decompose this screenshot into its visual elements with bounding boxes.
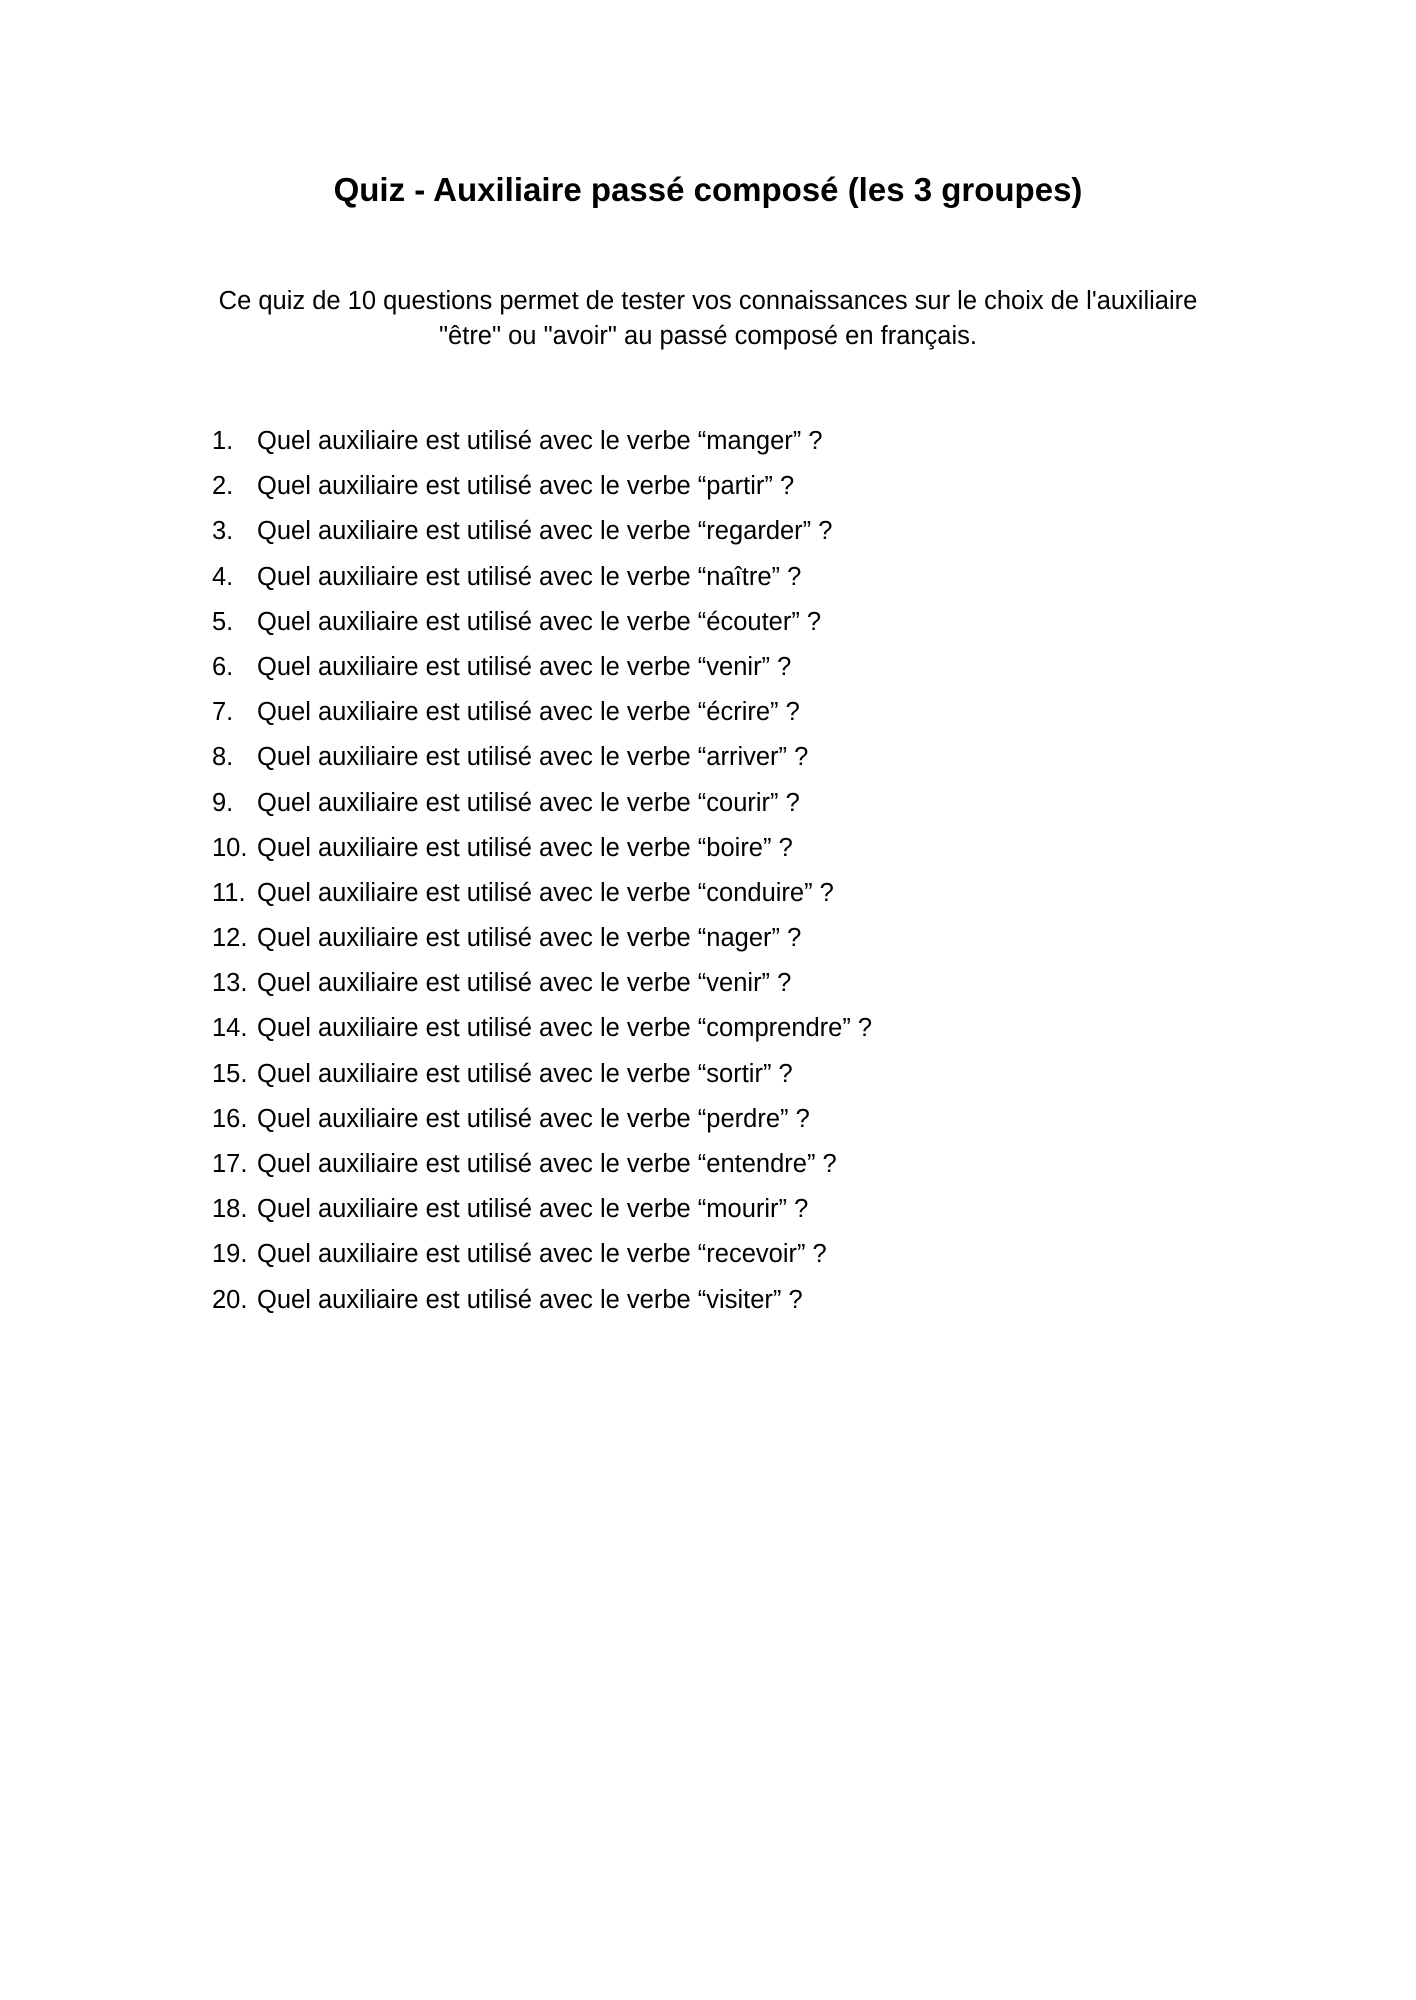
question-number: 20.	[212, 1285, 248, 1314]
question-text: Quel auxiliaire est utilisé avec le verbe “perdre” ?	[257, 1104, 810, 1133]
question-text: Quel auxiliaire est utilisé avec le verbe “arriver” ?	[257, 743, 809, 772]
question-number: 15.	[212, 1059, 248, 1088]
question-number: 14.	[212, 1014, 248, 1043]
question-number: 5.	[212, 607, 234, 636]
question-text: Quel auxiliaire est utilisé avec le verbe “courir” ?	[257, 788, 800, 817]
question-text: Quel auxiliaire est utilisé avec le verbe “boire” ?	[257, 833, 793, 862]
question-number: 10.	[212, 833, 248, 862]
question-text: Quel auxiliaire est utilisé avec le verbe “conduire” ?	[257, 878, 834, 907]
question-number: 7.	[212, 698, 234, 727]
question-text: Quel auxiliaire est utilisé avec le verbe “sortir” ?	[257, 1059, 793, 1088]
question-number: 9.	[212, 788, 234, 817]
question-text: Quel auxiliaire est utilisé avec le verbe “regarder” ?	[257, 517, 833, 546]
question-number: 1.	[212, 427, 234, 455]
question-text: Quel auxiliaire est utilisé avec le verbe “entendre” ?	[257, 1150, 837, 1178]
question-number: 12.	[212, 924, 248, 953]
question-number: 16.	[212, 1104, 248, 1133]
question-number: 18.	[212, 1195, 248, 1224]
question-number: 13.	[212, 969, 248, 998]
intro-paragraph	[196, 284, 1220, 354]
question-text: Quel auxiliaire est utilisé avec le verbe “manger” ?	[257, 427, 823, 455]
question-number: 3.	[212, 517, 234, 546]
intro-line: "être" ou "avoir" au passé composé en français.	[439, 322, 977, 350]
question-number: 6.	[212, 652, 234, 681]
question-text: Quel auxiliaire est utilisé avec le verbe “venir” ?	[257, 652, 792, 681]
question-text: Quel auxiliaire est utilisé avec le verbe “visiter” ?	[257, 1285, 803, 1314]
question-number: 2.	[212, 472, 234, 501]
question-text: Quel auxiliaire est utilisé avec le verbe “comprendre” ?	[257, 1014, 873, 1043]
question-text: Quel auxiliaire est utilisé avec le verbe “venir” ?	[257, 969, 792, 998]
question-text: Quel auxiliaire est utilisé avec le verbe “naître” ?	[257, 562, 802, 591]
question-text: Quel auxiliaire est utilisé avec le verbe “écouter” ?	[257, 607, 822, 636]
question-number: 19.	[212, 1240, 248, 1269]
question-number: 17.	[212, 1150, 248, 1178]
question-text: Quel auxiliaire est utilisé avec le verbe “nager” ?	[257, 924, 802, 953]
question-text: Quel auxiliaire est utilisé avec le verbe “partir” ?	[257, 472, 795, 501]
question-text: Quel auxiliaire est utilisé avec le verbe “mourir” ?	[257, 1195, 809, 1224]
intro-line: Ce quiz de 10 questions permet de tester vos connaissances sur le choix de l'auxiliaire	[218, 287, 1198, 315]
page-title: Quiz - Auxiliaire passé composé (les 3 groupes)	[333, 171, 1083, 208]
question-text: Quel auxiliaire est utilisé avec le verbe “recevoir” ?	[257, 1240, 827, 1269]
question-number: 8.	[212, 743, 234, 772]
question-text: Quel auxiliaire est utilisé avec le verbe “écrire” ?	[257, 698, 800, 727]
question-number: 11.	[212, 878, 246, 907]
question-number: 4.	[212, 562, 234, 591]
